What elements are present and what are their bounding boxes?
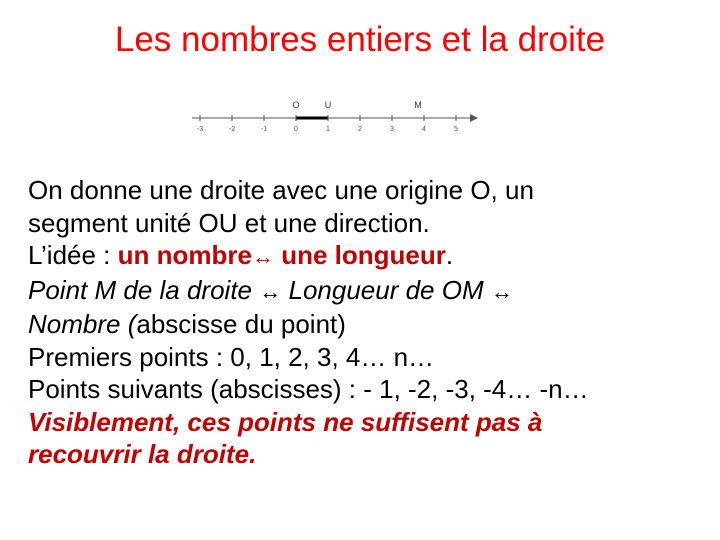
number-line-figure xyxy=(190,98,480,138)
axis-arrow-icon xyxy=(470,114,478,122)
line-5 xyxy=(28,308,708,341)
double-arrow-icon: ↔ xyxy=(251,244,274,269)
line-5-number: Nombre ( xyxy=(28,309,137,339)
line-5-abscissa: abscisse du point) xyxy=(136,309,346,339)
label-m: M xyxy=(414,100,422,110)
line-2: segment unité OU et une direction. xyxy=(28,207,430,238)
line-9: recouvrir la droite. xyxy=(28,439,257,469)
line-4-length: Longueur de OM xyxy=(288,274,484,305)
tick-label: 3 xyxy=(390,126,394,133)
slide-title: Les nombres entiers et la droite xyxy=(114,20,606,59)
tick-label: 4 xyxy=(422,126,426,133)
label-o: O xyxy=(292,100,300,110)
tick-label: -1 xyxy=(260,126,268,133)
label-u: U xyxy=(324,100,332,110)
body-text xyxy=(28,174,708,471)
tick-label: -3 xyxy=(196,126,204,133)
tick-label: 2 xyxy=(358,126,362,133)
line-8: Visiblement, ces points ne suffisent pas à xyxy=(28,406,543,437)
line-3 xyxy=(28,239,708,274)
tick-label: 0 xyxy=(294,126,298,133)
tick-label: 1 xyxy=(326,126,330,133)
double-arrow-icon: ↔ xyxy=(490,278,513,304)
line-3-length: une longueur xyxy=(273,240,446,270)
line-7: Points suivants (abscisses) : - 1, -2, -3, -4… -n… xyxy=(28,374,589,404)
line-3-number: un nombre xyxy=(117,240,252,270)
tick-label: 5 xyxy=(454,126,458,133)
line-4 xyxy=(28,274,708,309)
tick-label: -2 xyxy=(228,126,236,133)
line-3-prefix: L’idée : xyxy=(28,240,118,270)
line-6: Premiers points : 0, 1, 2, 3, 4… n… xyxy=(28,341,435,372)
line-3-end: . xyxy=(445,240,454,270)
line-4-point: Point M de la droite xyxy=(28,274,253,305)
line-1: On donne une droite avec une origine O, un xyxy=(28,175,534,205)
double-arrow-icon: ↔ xyxy=(259,278,282,304)
